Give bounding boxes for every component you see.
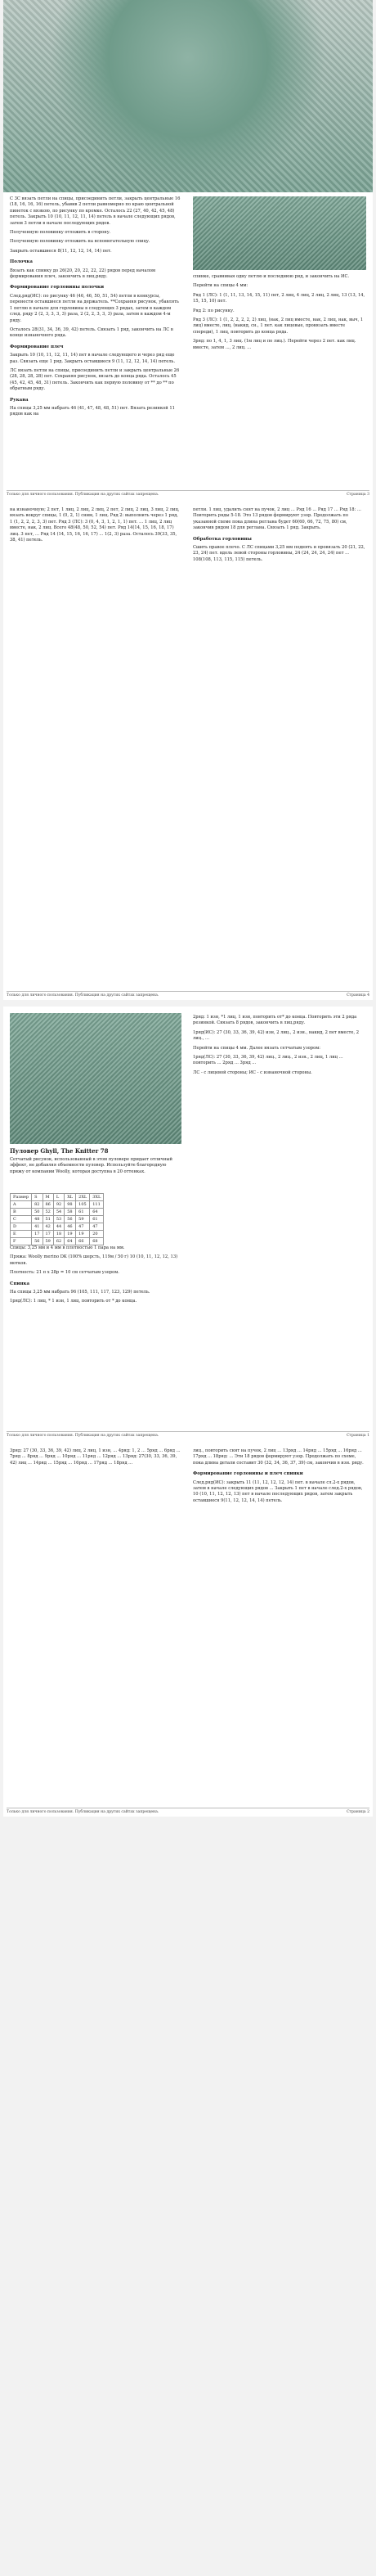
page-footer: Только для личного пользования. Публикация на других сайтах запрещена. Страница 1	[7, 1431, 369, 1438]
size-table	[10, 1193, 104, 1245]
section-heading: Обработка горловины	[193, 536, 252, 542]
text-paragraph: На спицы 3,25 мм набрать 46 (41, 47, 48, 48, 51) пет. Вязать резинкой 11 рядов как на	[10, 405, 175, 417]
text-paragraph: 1ряд(ЛС): 27 (30, 33, 36, 39, 42) лиц., 2 лиц., 2 изн., 2 лиц, 1 лиц ... повторить ... 2ряд ... 3ряд ...	[193, 1055, 343, 1066]
page-footer: Только для личного пользования. Публикация на других сайтах запрещена. Страница 2	[7, 1808, 369, 1814]
text-paragraph: Ряд 1 (ЛС): 1 (1, 11, 13, 14, 15, 11) пет, 2 лиц, 4 лиц, 2 лиц, 2 лиц, 13 (13, 14, 15, 15, 10) пет.	[193, 292, 365, 304]
text-paragraph: Полученную половинку отложить на вспомогательную спицу.	[10, 239, 150, 245]
section-heading: Рукава	[10, 397, 29, 403]
page3-left-column	[10, 1245, 181, 1308]
table-row: C 48 51 53 56 59 61	[11, 1216, 104, 1223]
page2-left-column	[10, 507, 181, 547]
text-paragraph: лиц., повторить снят на пучок, 2 лиц ... 13ряд ... 14ряд ... 15ряд ... 16ряд ... 17ряд ... 18ряд: ... Эти 18 рядов формируют узор. Продолжать по схеме, пока длина детали составит 30 (32, 34, 36, 37, 39) см, закончив в изн. ряду.	[193, 1448, 364, 1466]
text-paragraph: Сшить правое плечо. С ЛС спицами 3,25 мм поднять и провязать 20 (21, 22, 23, 24) пет. вдоль левой стороны горловины, 24 (24, 24, 24, 24) пет ... 108(108, 113, 115, 115) петель.	[193, 545, 365, 562]
text-paragraph: Спицы: 3,25 мм и 4 мм в плотностью 1 пара на мм.	[10, 1245, 125, 1250]
sweater-photo-top	[3, 0, 373, 192]
text-paragraph: Вязать как спинку до 26(20, 20, 22, 22, 22) рядов перед началом формирования плеч, закончить в лиц.ряду.	[10, 268, 156, 280]
section-heading: Полочка	[10, 259, 33, 265]
page-4	[3, 499, 373, 1000]
text-paragraph: Перейти на спицы 4 мм. Далее вязать сетчатым узором:	[193, 1045, 321, 1051]
text-paragraph: С 3С вязать петли на спицы, присоединить петли, закрыть центральные 16 (18, 16, 16, 16) петель, убавив 2 петли равномерно по краю центральной пинеток с вязкою, по рисунку по кромке. Осталось 22 (27, 40, 42, 45, 48) петель. Закрыть 10 (10, 11, 12, 11, 14) петель в начале следующих рядов, затем 3 петли в начале последующих рядов.	[10, 196, 181, 226]
text-paragraph: на изнаночную; 2 пет, 1 лиц, 2 лиц, 2 лиц, 2 пет, 2 лиц, 2 лиц, 3 лиц, 2 лиц, вязать вокруг спицы, 1 (0, 2, 1) сним, 1 лиц. Ряд 2: выполнить через 1 ряд, 1 (1, 2, 2, 2, 3, 3) пет. Ряд 3 (ЛС): 3 (0, 4, 3, 1, 2, 1, 1) пет. ... 1 лиц, 2 лиц вместе, нак, 2 лиц. Всего 48(48, 50, 52, 54) пет. Ряд 14(14, 15, 16, 18, 17) лиц. 3 пет, ... Ряд 14 (14, 15, 16, 16, 17) ... 1(2, 3) раза. Осталось 39(33, 35, 38, 41) петель.	[10, 507, 180, 543]
page2-right-column	[193, 507, 366, 566]
page4-left-column	[10, 1448, 181, 1470]
table-row: A 82 86 92 98 105 111	[11, 1201, 104, 1209]
text-paragraph: След.ряд(ИС): закрыть 11 (11, 12, 12, 12, 14) пет. в начале сл.2-х рядов, затем в начале следующих рядов ... Закрыть 1 пет в начале след.2-х рядов, 10 (10, 11, 12, 12, 13) пет в начале последующих рядов, затем закрыть оставшиеся 9(11, 12, 12, 14, 14) петель.	[193, 1479, 363, 1503]
text-paragraph: 3ряд: 27 (30, 33, 36, 39, 42) лиц, 2 лиц, 1 изн, ... 4ряд: 1, 2 ... 5ряд ... 6ряд ... 7ряд ... 8ряд ... 9ряд ... 10ряд ... 11ряд ... 12ряд ... 13ряд: 27(30, 33, 36, 39, 42) лиц ... 14ряд ... 15ряд ... 16ряд ... 17ряд ... 18ряд ...	[10, 1448, 181, 1466]
sweater-photo-model	[10, 1013, 181, 1144]
section-heading: Спинка	[10, 1281, 30, 1286]
text-paragraph: Закрыть 10 (10, 11, 12, 11, 14) пет в начале следующего и через ряд еще раз. Связать еще 1 ряд. Закрыть оставшиеся 9 (11, 12, 12, 14, 14) петель.	[10, 353, 176, 364]
page-1	[3, 1007, 373, 1440]
page-3	[3, 0, 373, 499]
text-paragraph: След.ряд(ИС): по рисунку 46 (46, 46, 50, 51, 54) петли в конкурсы, перенести оставшиеся петли на держатель. **Сохраняя рисунок, убавлять 1 петлю в начале для горловины в следующих 3 рядах, затем в каждом след. ряду 2 (2, 3, 3, 3, 3) раза, 2 (2, 2, 3, 3, 3) раза, затем в каждом 4-м ряду.	[10, 293, 179, 323]
table-row: E 17 17 18 19 19 20	[11, 1231, 104, 1238]
section-heading: Формирование горловины полочки	[10, 285, 105, 290]
text-paragraph: Перейти на спицы 4 мм:	[193, 283, 248, 289]
text-paragraph: ЛС - с лицевой стороны; ИС - с изнаночной стороны.	[193, 1070, 312, 1075]
page1-right-column	[193, 274, 366, 354]
text-paragraph: Закрыть оставшиеся 8(11, 12, 12, 14, 14) пет.	[10, 248, 112, 254]
text-paragraph: 1ряд(ИС): 27 (30, 33, 36, 39, 42) изн, 2 лиц., 2 изн., накид, 2 пет вместе, 2 лиц., ...	[193, 1029, 360, 1042]
text-paragraph: Плотность: 21 п x 28р = 10 см сетчатым узором.	[10, 1270, 119, 1276]
text-paragraph: 2ряд: 1 изн, *1 лиц, 1 изн, повторить от* до конца. Повторить эти 2 ряда резинкой. Связать 8 рядов, закончить в лиц.ряду.	[193, 1015, 357, 1026]
page4-right-column	[193, 1448, 366, 1507]
page1-left-column	[10, 196, 181, 421]
text-paragraph: спинке, сравнивая одну петлю и последнюю ряд, и закончить на ИС.	[193, 274, 350, 279]
text-paragraph: петли. 1 лиц, удалить снят на пучок, 2 лиц ... Ряд 16 ... Ряд 17 ... Ряд 18: ... Повторить ряды 5-18. Это 13 рядов формируют узор. Продолжать по указанной схеме пока длина реглана будет 60(60, 66, 72, 75, 80) см, закончив рядом 18 для реглана. Связать 1 ряд. Закрыть.	[193, 507, 361, 531]
pattern-title: Пуловер Ghyll, The Knitter 78	[10, 1147, 109, 1155]
page-footer: Только для личного пользования. Публикация на других сайтах запрещена. Страница 3	[7, 490, 369, 497]
table-row: Размер S M L XL 2XL 3XL	[11, 1194, 104, 1201]
intro-text: Сетчатый рисунок, использованный в этом пуловере придает отличный эффект, не добавляя объемности пуловер. Используйте благородную пряжу от компании Woolly, которая доступна в 20 оттенках.	[10, 1157, 173, 1174]
text-paragraph: Ряд 2: по рисунку.	[193, 308, 235, 313]
page3-right-column	[193, 1015, 366, 1079]
text-paragraph: 3ряд: по 1, 4, 1, 3 лиц. (1м лиц и по лиц.). Перейти через 2 пет. как лиц. вместе, затем ..., 2 лиц. ...	[193, 339, 356, 350]
text-paragraph: 1ряд(ЛС): 1 лиц, * 1 изн, 1 лиц, повторить от * до конца.	[10, 1299, 137, 1304]
table-row: B 50 52 54 58 61 64	[11, 1209, 104, 1216]
section-heading: Формирование горловины и плеч спинки	[193, 1471, 303, 1477]
text-paragraph: ЛС вязать петли на спицы, присоединить петли и закрыть центральные 26 (28, 28, 28, 28) пет. Сохраняя рисунок, вязать до конца ряда. Осталось 45 (45, 42, 45, 48, 31) петель. Закончить как первую половину от ** до ** по обратным ряду.	[10, 367, 180, 392]
table-row: F 56 59 62 64 66 68	[11, 1238, 104, 1245]
table-row: D 41 42 44 46 47 47	[11, 1223, 104, 1231]
page-2	[3, 1440, 373, 1817]
section-heading: Формирование плеч	[10, 344, 64, 349]
text-paragraph: Осталось 28(31, 34, 36, 39, 42) петель. Связать 1 ряд, закончить на ЛС в конце изнаночного ряда.	[10, 327, 173, 339]
page-footer: Только для личного пользования. Публикация на других сайтах запрещена. Страница 4	[7, 991, 369, 998]
text-paragraph: На спицы 3,25 мм набрать 96 (105, 111, 117, 123, 129) петель.	[10, 1290, 150, 1295]
text-paragraph: Ряд 3 (ЛС): 1 (1, 2, 2, 2, 2, 2) лиц, (нак, 2 лиц вместе, нак, 2 лиц, нак, выч, 1 лиц) вместе, лиц, (накид, сн., 1 пет. как лицевые, провязать вместе спереди), 1 лиц, повторить до конца ряда.	[193, 317, 364, 335]
text-paragraph: Полученную половинку отложить в сторону.	[10, 230, 111, 236]
text-paragraph: Пряжа: Woolly merino DK (100% шерсть, 119м / 50 г) 10 (10, 11, 12, 12, 13) мотков.	[10, 1254, 178, 1266]
sweater-photo-side	[193, 196, 366, 270]
